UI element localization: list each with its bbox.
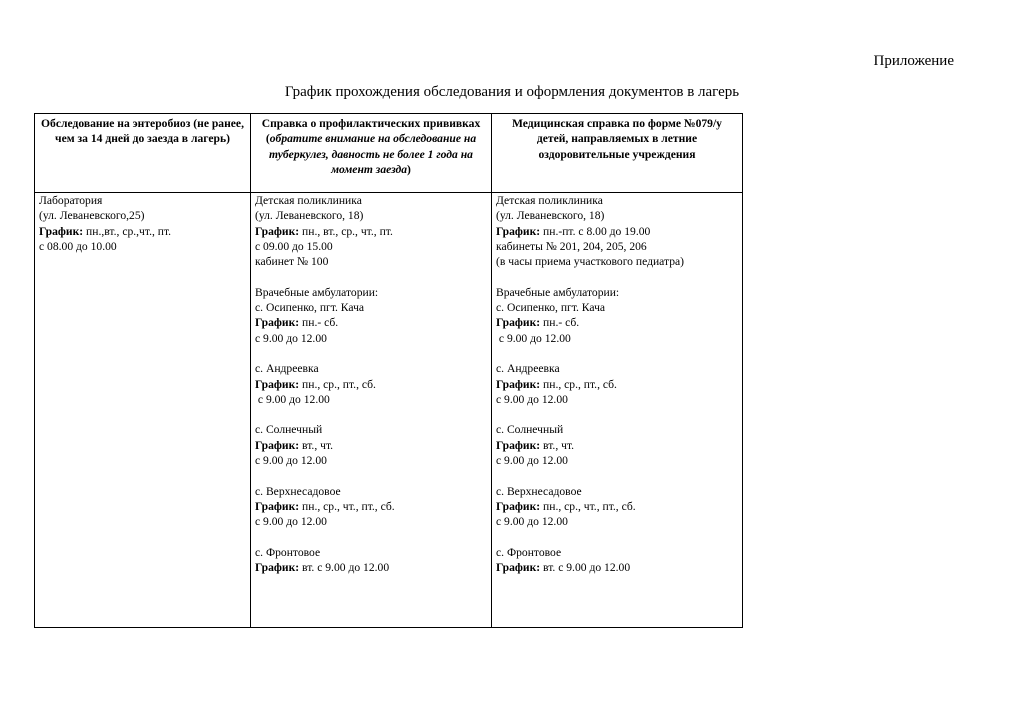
lab-address: (ул. Леваневского,25) [39, 209, 145, 223]
ambulatories-heading: Врачебные амбулатории: [496, 285, 620, 299]
clinic-schedule: График: пн., вт., ср., чт., пт. [255, 224, 393, 238]
amb-frontovoe: с. Фронтовое [255, 545, 321, 559]
body-row [35, 193, 743, 628]
lab-hours: с 08.00 до 10.00 [39, 239, 117, 253]
header-enterobiosis: Обследование на энтеробиоз (не ранее, чем за 14 дней до заезда в лагерь) [35, 114, 251, 193]
amb-andreevka-schedule: График: пн., ср., пт., сб. [255, 377, 376, 391]
clinic-schedule: График: пн.-пт. с 8.00 до 19.00 [496, 224, 651, 238]
clinic-room: кабинет № 100 [255, 255, 329, 269]
schedule-table [34, 113, 743, 628]
amb-andreevka: с. Андреевка [496, 362, 560, 376]
amb-osipenko-hours: с 9.00 до 12.00 [496, 331, 571, 345]
amb-frontovoe-schedule: График: вт. с 9.00 до 12.00 [496, 561, 631, 575]
lab-name: Лаборатория [39, 194, 103, 207]
amb-solnechny: с. Солнечный [255, 423, 323, 437]
amb-verkhnesadovoe: с. Верхнесадовое [255, 484, 341, 498]
amb-andreevka-hours: с 9.00 до 12.00 [255, 392, 330, 406]
clinic-address: (ул. Леваневского, 18) [255, 209, 364, 223]
amb-andreevka-schedule: График: пн., ср., пт., сб. [496, 377, 617, 391]
clinic-address: (ул. Леваневского, 18) [496, 209, 605, 223]
clinic-note: (в часы приема участкового педиатра) [496, 255, 685, 269]
amb-osipenko-schedule: График: пн.- сб. [255, 316, 339, 330]
amb-solnechny: с. Солнечный [496, 423, 564, 437]
amb-osipenko-hours: с 9.00 до 12.00 [255, 331, 327, 345]
amb-verkhnesadovoe-hours: с 9.00 до 12.00 [496, 515, 568, 529]
header-row [35, 114, 743, 193]
amb-osipenko-schedule: График: пн.- сб. [496, 316, 580, 330]
amb-osipenko: с. Осипенко, пгт. Кача [496, 301, 606, 315]
amb-solnechny-hours: с 9.00 до 12.00 [255, 454, 327, 468]
clinic-name: Детская поликлиника [496, 194, 603, 207]
cell-vaccinations [251, 193, 492, 628]
cell-medical-certificate [492, 193, 743, 628]
amb-solnechny-hours: с 9.00 до 12.00 [496, 454, 568, 468]
document-title: График прохождения обследования и оформления документов в лагерь [284, 84, 740, 100]
clinic-hours: с 09.00 до 15.00 [255, 239, 333, 253]
amb-solnechny-schedule: График: вт., чт. [255, 438, 334, 452]
amb-osipenko: с. Осипенко, пгт. Кача [255, 301, 365, 315]
lab-schedule: График: пн.,вт., ср.,чт., пт. [39, 224, 172, 238]
amb-solnechny-schedule: График: вт., чт. [496, 438, 575, 452]
clinic-rooms: кабинеты № 201, 204, 205, 206 [496, 239, 647, 253]
amb-verkhnesadovoe-schedule: График: пн., ср., чт., пт., сб. [255, 499, 395, 513]
amb-frontovoe-schedule: График: вт. с 9.00 до 12.00 [255, 561, 390, 575]
amb-frontovoe: с. Фронтовое [496, 545, 562, 559]
amb-verkhnesadovoe-schedule: График: пн., ср., чт., пт., сб. [496, 499, 636, 513]
amb-verkhnesadovoe-hours: с 9.00 до 12.00 [255, 515, 327, 529]
cell-enterobiosis [35, 193, 251, 628]
header-vaccinations: Справка о профилактических прививках (обратите внимание на обследование на туберкулез, давность не более 1 года на момент заезда) [251, 114, 492, 193]
amb-andreevka-hours: с 9.00 до 12.00 [496, 392, 568, 406]
ambulatories-heading: Врачебные амбулатории: [255, 285, 379, 299]
amb-verkhnesadovoe: с. Верхнесадовое [496, 484, 582, 498]
clinic-name: Детская поликлиника [255, 194, 362, 207]
appendix-label: Приложение [873, 53, 954, 69]
header-medical-certificate: Медицинская справка по форме №079/у детей, направляемых в летние оздоровительные учреждения [492, 114, 743, 193]
tuberculosis-note: обратите внимание на обследование на туберкулез, давность не более 1 года на момент заезда [269, 132, 477, 176]
amb-andreevka: с. Андреевка [255, 362, 319, 376]
